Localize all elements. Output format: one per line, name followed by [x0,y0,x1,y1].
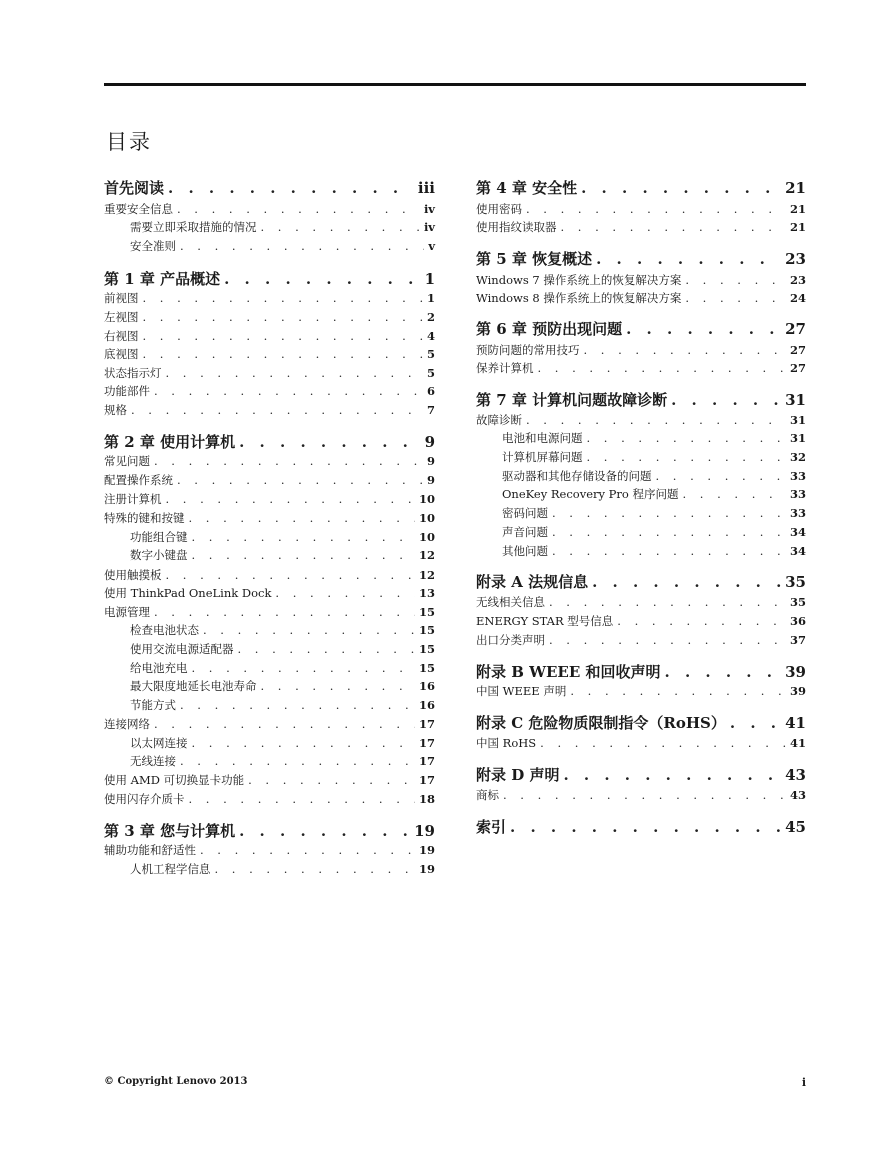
toc-entry[interactable] [476,594,806,610]
dot-leader [192,661,415,675]
toc-entry-label: Windows 7 操作系统上的恢复解决方案 [476,273,682,287]
toc-entry[interactable] [476,272,806,288]
toc-entry-label: 使用 AMD 可切换显卡功能 [104,773,245,787]
toc-page-number: 27 [789,343,806,357]
toc-entry[interactable] [476,632,806,648]
toc-page-number: 1 [424,270,435,288]
toc-page-number: 36 [789,614,806,628]
toc-page-number: 33 [789,469,806,483]
dot-leader [143,310,423,324]
toc-page-number: 27 [785,320,806,338]
toc-entry-label: 其他问题 [502,544,548,558]
dot-leader [549,633,786,647]
toc-entry[interactable] [104,383,435,399]
dot-leader [526,202,786,216]
toc-page-number: 12 [418,568,435,582]
toc-chapter-heading[interactable] [104,820,435,841]
toc-page-number: 5 [426,347,435,361]
toc-entry-label: 商标 [476,788,499,802]
toc-entry-label: 首先阅读 [104,179,165,197]
toc-entry[interactable] [104,567,435,583]
toc-page-number: 31 [785,391,806,409]
dot-leader [549,595,786,609]
toc-page-number: 23 [785,250,806,268]
dot-leader [730,714,781,732]
toc-page-number: 34 [789,544,806,558]
toc-page-number: 31 [789,413,806,427]
toc-page-number: 21 [789,220,806,234]
toc-entry-label: 功能组合键 [130,530,188,544]
toc-page-number: iv [423,220,435,234]
dot-leader [166,366,423,380]
dot-leader [552,506,786,520]
toc-page-number: 41 [789,736,806,750]
toc-entry-label: 电源管理 [104,605,150,619]
toc-entry-label: 第 5 章 恢复概述 [476,250,593,268]
toc-entry[interactable] [476,613,806,629]
dot-leader [552,525,786,539]
toc-entry[interactable] [104,585,435,601]
dot-leader [526,413,786,427]
toc-entry[interactable] [104,772,435,788]
toc-page-number: 27 [789,361,806,375]
toc-entry-label: 配置操作系统 [104,473,173,487]
dot-leader [203,623,415,637]
toc-entry[interactable] [104,328,435,344]
toc-entry[interactable] [104,309,435,325]
toc-chapter-heading[interactable] [104,268,435,289]
dot-leader [596,250,781,268]
dot-leader [581,179,781,197]
toc-entry[interactable] [130,678,435,694]
toc-entry[interactable] [502,524,806,540]
toc-entry[interactable] [104,290,435,306]
toc-page-number: 12 [418,548,435,562]
toc-entry-label: 出口分类声明 [476,633,545,647]
toc-page-number: 9 [424,433,435,451]
toc-entry-label: 密码问题 [502,506,548,520]
dot-leader [189,511,415,525]
dot-leader [180,698,415,712]
toc-entry-label: 人机工程学信息 [130,862,211,876]
dot-leader [510,818,781,836]
dot-leader [540,736,786,750]
dot-leader [248,773,415,787]
toc-entry-label: 需要立即采取措施的情况 [130,220,257,234]
toc-page-number: 16 [418,698,435,712]
dot-leader [570,684,786,698]
toc-page-number: 10 [418,530,435,544]
toc-page-number: 24 [789,291,806,305]
toc-entry-label: 安全准则 [130,239,176,253]
toc-entry[interactable] [130,547,435,563]
toc-page-number: 33 [789,487,806,501]
dot-leader [180,754,415,768]
dot-leader [671,391,781,409]
toc-page-number: 2 [426,310,435,324]
toc-chapter-heading[interactable] [476,389,806,410]
page-title: 目录 [106,130,152,154]
toc-entry-label: 第 7 章 计算机问题故障诊断 [476,391,668,409]
toc-entry-label: 附录 A 法规信息 [476,573,589,591]
dot-leader [584,343,786,357]
toc-entry[interactable] [130,219,435,235]
toc-page-number: 17 [418,773,435,787]
toc-chapter-heading[interactable] [476,816,806,837]
dot-leader [168,179,414,197]
toc-page-number: 5 [426,366,435,380]
dot-leader [587,450,786,464]
toc-chapter-heading[interactable] [476,318,806,339]
dot-leader [143,291,423,305]
toc-page-number: 1 [426,291,435,305]
dot-leader [617,614,786,628]
toc-chapter-heading[interactable] [476,661,806,682]
toc-entry[interactable] [104,472,435,488]
toc-entry[interactable] [502,468,806,484]
dot-leader [177,473,423,487]
toc-entry-label: 辅助功能和舒适性 [104,843,196,857]
toc-entry-label: 以太网连接 [130,736,188,750]
dot-leader [238,642,415,656]
dot-leader [154,605,415,619]
dot-leader [154,717,415,731]
dot-leader [626,320,781,338]
dot-leader [192,530,415,544]
toc-chapter-heading[interactable] [476,571,806,592]
dot-leader [656,469,786,483]
toc-entry[interactable] [104,716,435,732]
dot-leader [665,663,782,681]
dot-leader [261,220,420,234]
toc-entry-label: 重要安全信息 [104,202,173,216]
toc-entry[interactable] [104,842,435,858]
top-rule [104,83,806,86]
toc-page-number: 17 [418,736,435,750]
toc-entry-label: 使用交流电源适配器 [130,642,234,656]
toc-page-number: 10 [418,511,435,525]
toc-entry[interactable] [104,402,435,418]
toc-chapter-heading[interactable] [476,764,806,785]
toc-entry[interactable] [476,735,806,751]
toc-entry-label: 第 4 章 安全性 [476,179,578,197]
toc-entry[interactable] [130,753,435,769]
toc-entry[interactable] [104,604,435,620]
toc-page-number: 7 [426,403,435,417]
toc-entry[interactable] [104,201,435,217]
toc-page-number: iv [423,202,435,216]
toc-entry[interactable] [130,622,435,638]
dot-leader [239,822,410,840]
toc-entry-label: 使用闪存介质卡 [104,792,185,806]
toc-entry[interactable] [130,697,435,713]
dot-leader [503,788,786,802]
toc-chapter-heading[interactable] [476,712,806,733]
dot-leader [224,270,420,288]
dot-leader [685,273,786,287]
dot-leader [682,487,786,501]
dot-leader [154,384,423,398]
dot-leader [215,862,415,876]
toc-entry[interactable] [104,346,435,362]
toc-entry-label: 第 2 章 使用计算机 [104,433,236,451]
toc-entry[interactable] [104,453,435,469]
toc-entry-label: 状态指示灯 [104,366,162,380]
dot-leader [563,766,781,784]
toc-page-number: 9 [426,454,435,468]
dot-leader [131,403,423,417]
toc-entry-label: 左视图 [104,310,139,324]
toc-page-number: 4 [426,329,435,343]
toc-page-number: 17 [418,754,435,768]
toc-entry-label: 底视图 [104,347,139,361]
toc-page-number: 37 [789,633,806,647]
toc-page-number: 31 [789,431,806,445]
toc-entry-label: 附录 B WEEE 和回收声明 [476,663,661,681]
toc-entry-label: 最大限度地延长电池寿命 [130,679,257,693]
toc-entry[interactable] [104,510,435,526]
toc-page-number: 19 [414,822,435,840]
toc-page-number: 33 [789,506,806,520]
dot-leader [552,544,786,558]
toc-entry-label: Windows 8 操作系统上的恢复解决方案 [476,291,682,305]
toc-page-number: 35 [789,595,806,609]
toc-entry[interactable] [476,342,806,358]
toc-entry[interactable] [476,290,806,306]
toc-entry-label: 附录 C 危险物质限制指令（RoHS） [476,714,726,732]
dot-leader [261,679,415,693]
dot-leader [685,291,786,305]
dot-leader [177,202,420,216]
toc-entry-label: 中国 WEEE 声明 [476,684,567,698]
toc-entry-label: 连接网络 [104,717,150,731]
dot-leader [192,736,415,750]
toc-entry-label: 电池和电源问题 [502,431,583,445]
toc-page-number: 16 [418,679,435,693]
toc-entry[interactable] [130,641,435,657]
dot-leader [166,492,415,506]
toc-page-number: 15 [418,661,435,675]
dot-leader [200,843,415,857]
toc-entry-label: 第 1 章 产品概述 [104,270,221,288]
toc-page-number: 15 [418,623,435,637]
toc-page-number: 43 [785,766,806,784]
toc-entry-label: 数字小键盘 [130,548,188,562]
toc-page-number: 19 [418,862,435,876]
toc-entry-label: 第 6 章 预防出现问题 [476,320,623,338]
toc-entry-label: 索引 [476,818,507,836]
toc-entry[interactable] [476,412,806,428]
toc-page-number: 10 [418,492,435,506]
dot-leader [561,220,786,234]
dot-leader [587,431,786,445]
footer-copyright: © Copyright Lenovo 2013 [104,1076,248,1087]
dot-leader [192,548,415,562]
dot-leader [143,329,423,343]
toc-entry-label: 使用指纹读取器 [476,220,557,234]
toc-page-number: v [428,239,435,253]
toc-entry[interactable] [476,683,806,699]
toc-entry-label: 常见问题 [104,454,150,468]
toc-entry-label: 驱动器和其他存储设备的问题 [502,469,652,483]
toc-page-number: 39 [789,684,806,698]
toc-entry-label: 前视图 [104,291,139,305]
toc-entry-label: 特殊的键和按键 [104,511,185,525]
toc-entry-label: 给电池充电 [130,661,188,675]
toc-entry-label: 规格 [104,403,127,417]
toc-entry-label: 附录 D 声明 [476,766,560,784]
toc-entry[interactable] [130,660,435,676]
toc-entry-label: 预防问题的常用技巧 [476,343,580,357]
toc-entry-label: 右视图 [104,329,139,343]
toc-chapter-heading[interactable] [104,177,435,198]
toc-page-number: 9 [426,473,435,487]
toc-entry-label: 使用 ThinkPad OneLink Dock [104,586,272,600]
toc-entry-label: 保养计算机 [476,361,534,375]
dot-leader [538,361,786,375]
toc-page-number: 35 [785,573,806,591]
toc-entry[interactable] [130,735,435,751]
toc-entry[interactable] [104,365,435,381]
toc-entry-label: 节能方式 [130,698,176,712]
toc-page-number: 43 [789,788,806,802]
toc-entry-label: 无线连接 [130,754,176,768]
toc-page-number: 13 [418,586,435,600]
toc-entry[interactable] [104,791,435,807]
dot-leader [166,568,415,582]
toc-entry-label: 检查电池状态 [130,623,199,637]
dot-leader [180,239,424,253]
toc-entry-label: 声音问题 [502,525,548,539]
toc-entry-label: 无线相关信息 [476,595,545,609]
toc-page-number: 15 [418,642,435,656]
dot-leader [592,573,781,591]
toc-entry-label: 使用触摸板 [104,568,162,582]
dot-leader [189,792,415,806]
toc-entry[interactable] [130,529,435,545]
toc-page-number: 18 [418,792,435,806]
toc-entry[interactable] [104,491,435,507]
dot-leader [154,454,423,468]
toc-entry-label: 故障诊断 [476,413,522,427]
toc-entry-label: 功能部件 [104,384,150,398]
toc-page-number: 21 [789,202,806,216]
toc-entry-label: 计算机屏幕问题 [502,450,583,464]
toc-page-number: 34 [789,525,806,539]
toc-entry[interactable] [476,360,806,376]
toc-chapter-heading[interactable] [104,431,435,452]
toc-page-number: 32 [789,450,806,464]
toc-chapter-heading[interactable] [476,248,806,269]
toc-entry[interactable] [502,430,806,446]
toc-page-number: 41 [785,714,806,732]
footer-page-number: i [801,1076,806,1089]
toc-entry-label: 使用密码 [476,202,522,216]
toc-chapter-heading[interactable] [476,177,806,198]
dot-leader [239,433,420,451]
toc-entry[interactable] [130,861,435,877]
toc-entry-label: 第 3 章 您与计算机 [104,822,236,840]
toc-page-number: 17 [418,717,435,731]
toc-entry-label: OneKey Recovery Pro 程序问题 [502,487,679,501]
toc-entry[interactable] [130,238,435,254]
toc-entry[interactable] [476,219,806,235]
toc-page-number: 45 [785,818,806,836]
toc-page-number: 39 [785,663,806,681]
dot-leader [275,586,415,600]
toc-page-number: iii [417,179,435,197]
toc-entry-label: ENERGY STAR 型号信息 [476,614,614,628]
toc-entry-label: 注册计算机 [104,492,162,506]
dot-leader [143,347,423,361]
toc-entry[interactable] [502,505,806,521]
toc-entry[interactable] [502,543,806,559]
toc-entry[interactable] [502,486,806,502]
toc-entry-label: 中国 RoHS [476,736,537,750]
toc-entry[interactable] [476,201,806,217]
toc-page-number: 6 [426,384,435,398]
toc-page-number: 23 [789,273,806,287]
toc-page-number: 21 [785,179,806,197]
toc-entry[interactable] [476,787,806,803]
toc-page-number: 15 [418,605,435,619]
toc-entry[interactable] [502,449,806,465]
toc-page-number: 19 [418,843,435,857]
